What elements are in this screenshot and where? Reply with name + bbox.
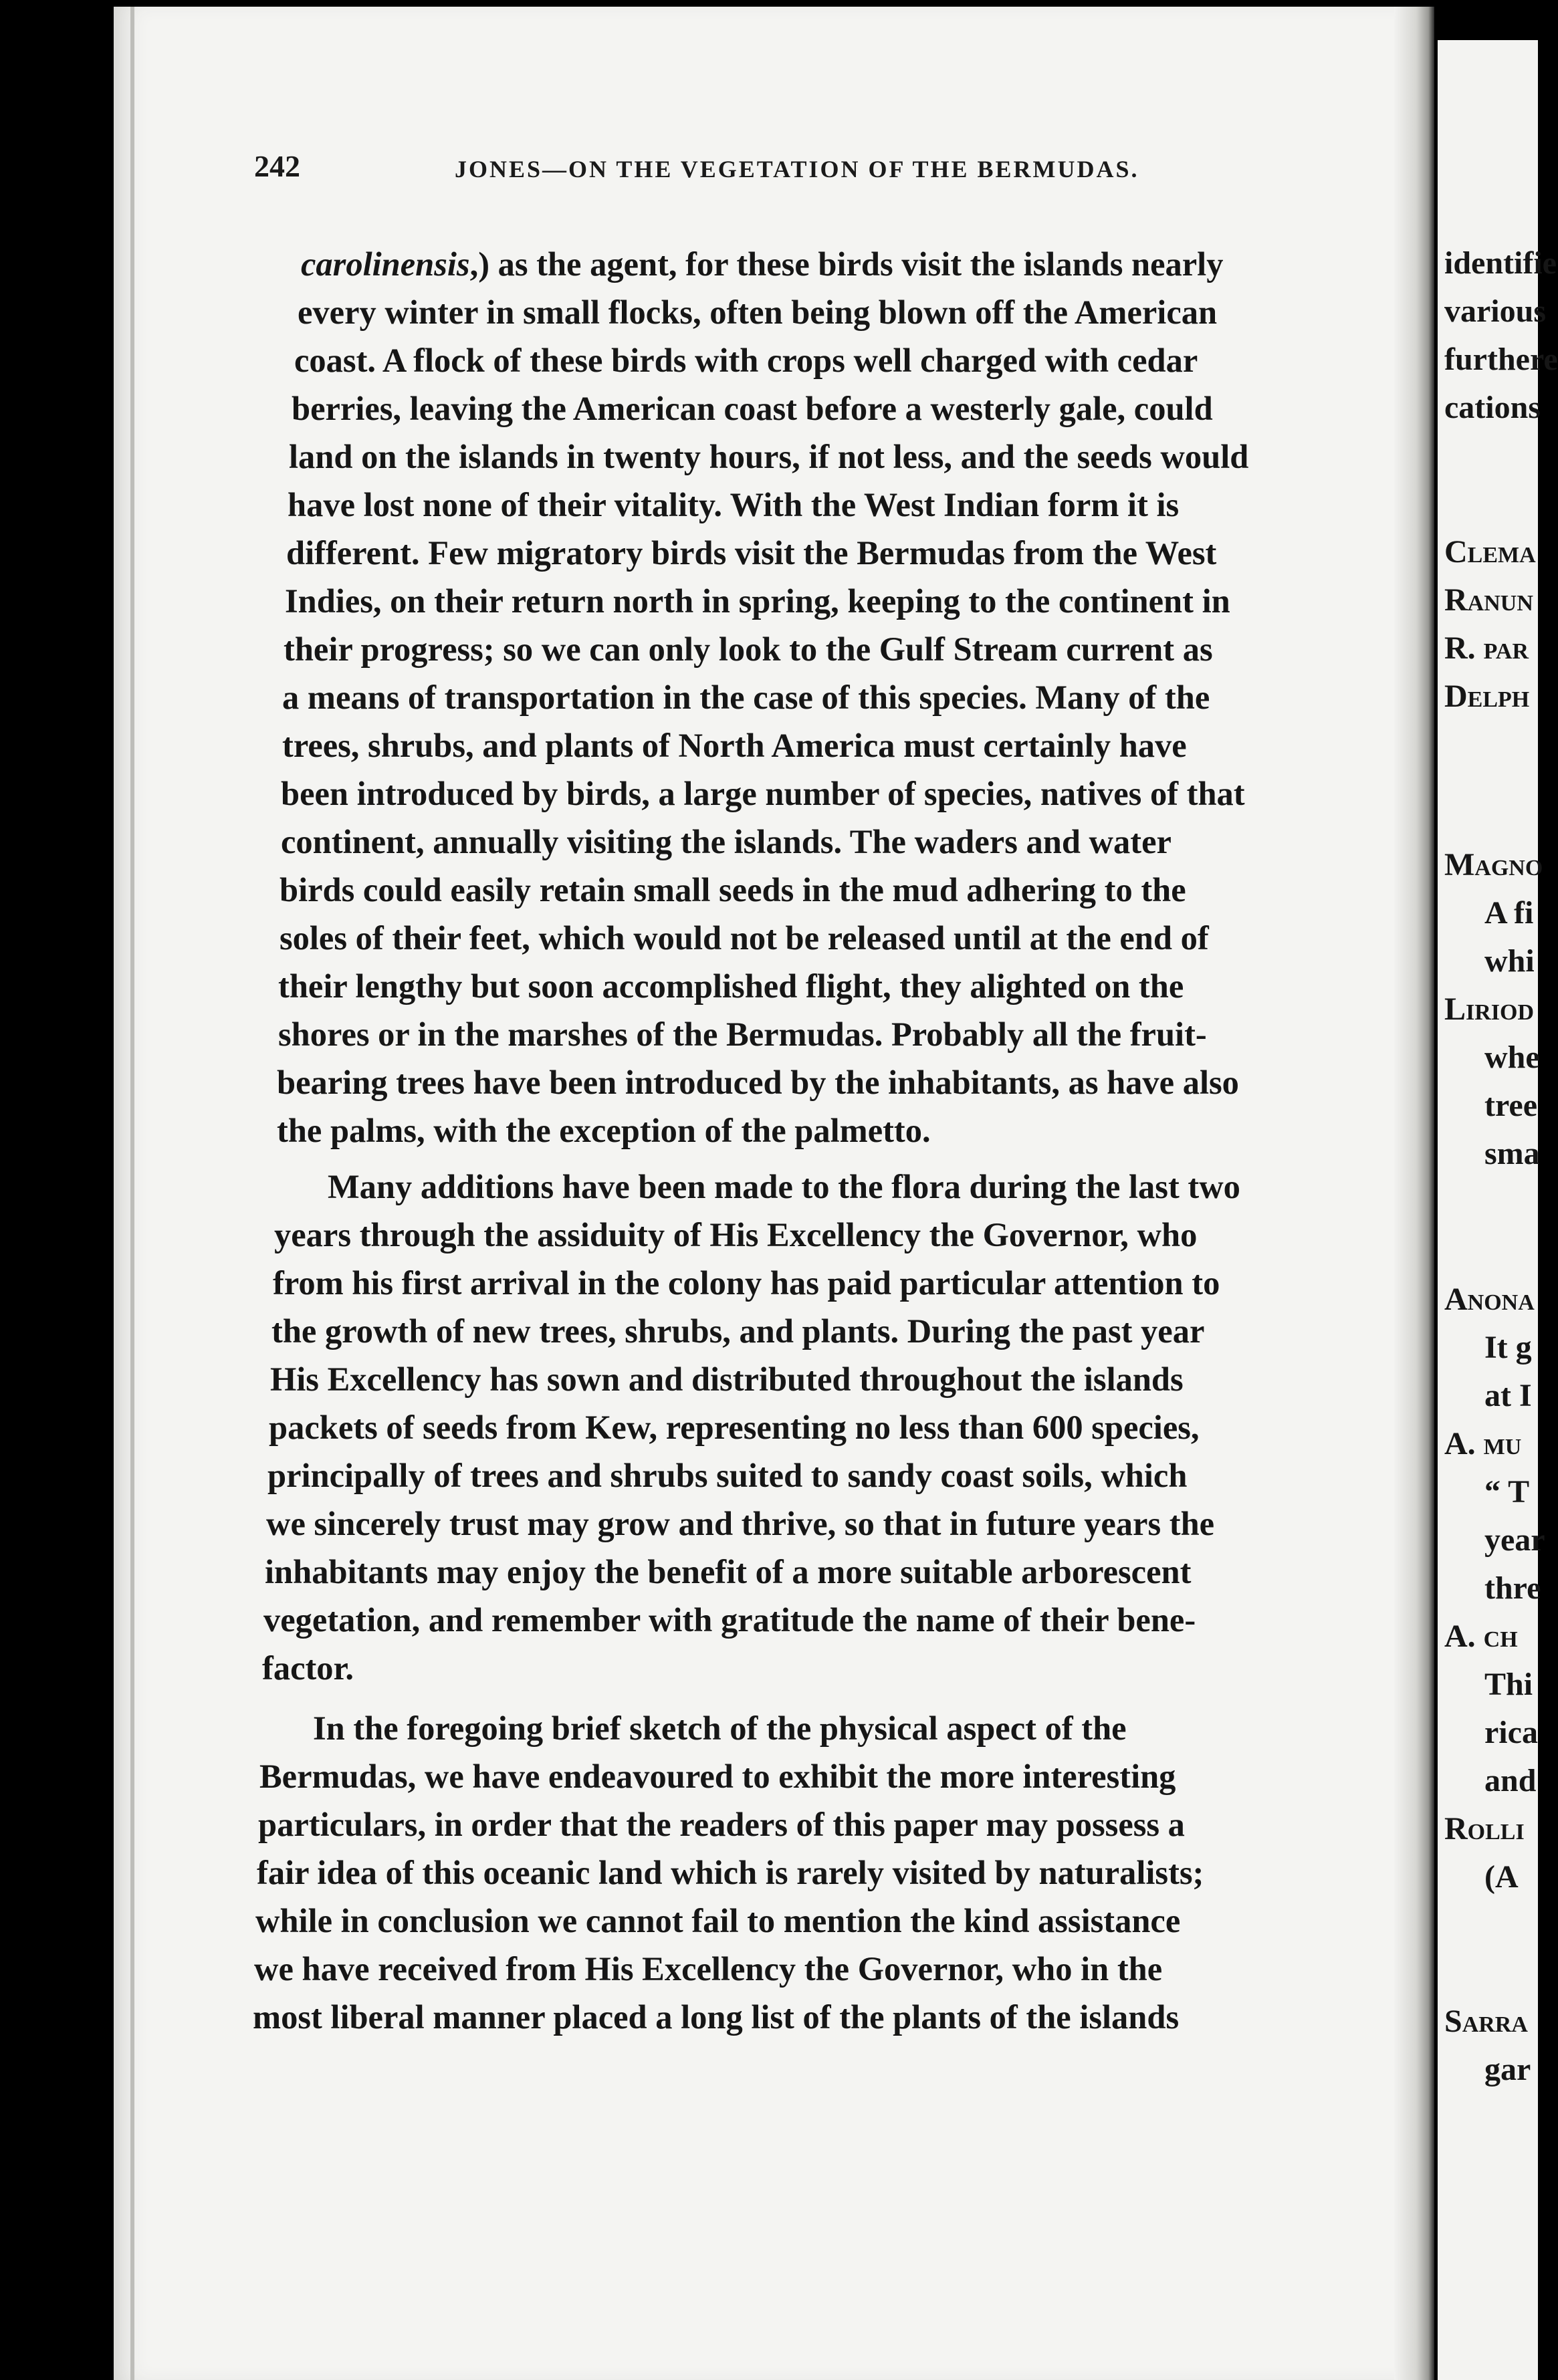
text-line: been introduced by birds, a large number of species, natives of that	[281, 775, 1245, 812]
text-line: His Excellency has sown and distributed throughout the islands	[270, 1360, 1184, 1398]
text-line: bearing trees have been introduced by the inhabitants, as have also	[277, 1064, 1239, 1101]
facing-fragment: It g	[1484, 1330, 1532, 1365]
text-line: have lost none of their vitality. With the West Indian form it is	[288, 486, 1180, 523]
facing-fragment: Anona	[1444, 1282, 1535, 1317]
book-gutter	[1394, 7, 1434, 2380]
text-line: birds could easily retain small seeds in the mud adhering to the	[280, 871, 1186, 909]
text-line: Bermudas, we have endeavoured to exhibit the more interesting	[259, 1758, 1176, 1795]
facing-fragment: thre	[1484, 1570, 1541, 1606]
text-line: trees, shrubs, and plants of North America must certainly have	[282, 727, 1187, 764]
facing-fragment: and	[1484, 1763, 1537, 1798]
facing-fragment: Clema	[1444, 534, 1536, 570]
facing-page	[1438, 40, 1558, 2380]
text-line: inhabitants may enjoy the benefit of a more suitable arborescent	[265, 1553, 1192, 1590]
text-line: factor.	[262, 1649, 354, 1687]
text-line: land on the islands in twenty hours, if not less, and the seeds would	[289, 438, 1249, 475]
facing-fragment: tree	[1484, 1088, 1538, 1123]
page-number: 242	[254, 149, 300, 183]
species-name: carolinensis	[301, 245, 470, 283]
text-line: continent, annually visiting the islands. The waders and water	[281, 823, 1172, 860]
text-line: while in conclusion we cannot fail to mention the kind assistance	[255, 1902, 1181, 1939]
text-line: every winter in small flocks, often being blown off the American	[298, 293, 1218, 331]
text-line: packets of seeds from Kew, representing no less than 600 species,	[269, 1409, 1200, 1446]
text-line: principally of trees and shrubs suited to sandy coast soils, which	[267, 1457, 1188, 1494]
facing-fragment: Liriod	[1444, 991, 1535, 1027]
text-line: we sincerely trust may grow and thrive, so that in future years the	[266, 1505, 1215, 1542]
facing-fragment: sma	[1484, 1136, 1540, 1171]
text-line: years through the assiduity of His Excellency the Governor, who	[274, 1216, 1198, 1254]
facing-fragment: year	[1484, 1522, 1545, 1558]
page-edge-shadow	[130, 7, 134, 2380]
text-line: a means of transportation in the case of this species. Many of the	[282, 679, 1210, 716]
facing-fragment: gar	[1484, 2052, 1531, 2087]
facing-fragment: whi	[1484, 943, 1535, 979]
text-line: their progress; so we can only look to the Gulf Stream current as	[284, 630, 1213, 668]
text-line: shores or in the marshes of the Bermudas. Probably all the fruit-	[278, 1016, 1207, 1053]
facing-fragment: various	[1444, 293, 1547, 329]
facing-fragment: Rolli	[1444, 1811, 1525, 1847]
facing-fragment: at I	[1484, 1378, 1532, 1413]
text-line: berries, leaving the American coast before a westerly gale, could	[292, 390, 1213, 427]
facing-fragment: cations	[1444, 390, 1541, 425]
facing-fragment: “ T	[1484, 1474, 1530, 1510]
text-line: carolinensis,) as the agent, for these birds visit the islands nearly	[301, 245, 1224, 283]
text-line: from his first arrival in the colony has paid particular attention to	[273, 1264, 1220, 1302]
facing-fragment: Thi	[1484, 1667, 1533, 1702]
text-line: we have received from His Excellency the Governor, who in the	[254, 1950, 1163, 1988]
facing-fragment: Sarra	[1444, 2004, 1528, 2039]
text-line: In the foregoing brief sketch of the physical aspect of the	[313, 1709, 1127, 1747]
text-line: Indies, on their return north in spring, keeping to the continent in	[285, 582, 1230, 620]
facing-fragment: rica	[1484, 1715, 1538, 1750]
text-line: the palms, with the exception of the palmetto.	[277, 1112, 931, 1149]
facing-fragment: A fi	[1484, 895, 1534, 931]
facing-fragment: Ranun	[1444, 582, 1533, 618]
text-line: the growth of new trees, shrubs, and plants. During the past year	[271, 1312, 1205, 1350]
facing-fragment: A. mu	[1444, 1426, 1522, 1461]
facing-fragment: whe	[1484, 1040, 1540, 1075]
text-line: their lengthy but soon accomplished flight, they alighted on the	[278, 967, 1184, 1005]
text-line: vegetation, and remember with gratitude the name of their bene-	[263, 1601, 1196, 1639]
facing-fragment: Delph	[1444, 679, 1530, 714]
text-line: most liberal manner placed a long list of the plants of the islands	[253, 1998, 1180, 2036]
text-line: fair idea of this oceanic land which is rarely visited by naturalists;	[257, 1854, 1204, 1891]
running-title: JONES—ON THE VEGETATION OF THE BERMUDAS.	[455, 156, 1139, 183]
facing-fragment: Magno	[1444, 847, 1543, 882]
facing-fragment: identifie	[1444, 245, 1557, 281]
text-line: coast. A flock of these birds with crops well charged with cedar	[294, 342, 1198, 379]
facing-fragment: furthere	[1444, 342, 1558, 377]
facing-fragment: (A	[1484, 1859, 1519, 1895]
facing-fragment: A. ch	[1444, 1619, 1518, 1654]
text-line: Many additions have been made to the flora during the last two	[328, 1168, 1240, 1205]
facing-fragment: R. par	[1444, 630, 1529, 666]
text-line: different. Few migratory birds visit the Bermudas from the West	[286, 534, 1217, 572]
text-line: soles of their feet, which would not be released until at the end of	[280, 919, 1209, 957]
text-line: particulars, in order that the readers of this paper may possess a	[258, 1806, 1185, 1843]
